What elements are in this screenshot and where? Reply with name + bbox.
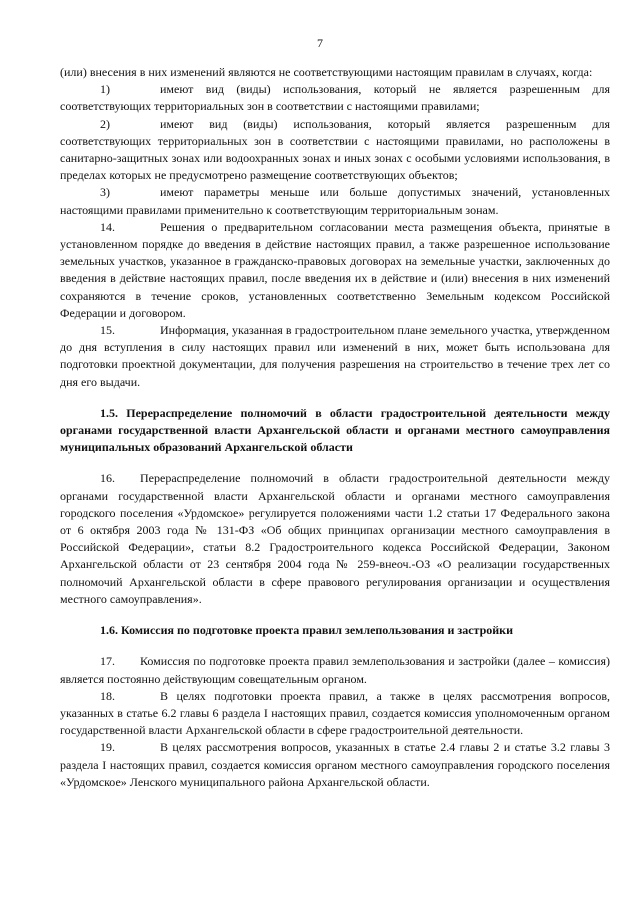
list-item [60,81,610,115]
intro-paragraph: (или) внесения в них изменений являются не соответствующими настоящим правилам в случаях, когда: [60,65,593,79]
paragraph-number: 19. [100,740,115,755]
paragraph-text: Решения о предварительном согласовании места размещения объекта, принятые в установленном порядке до введения в действие настоящих правил, а также разрешенное использование земельных участков, указанное в гражданско-правовых договорах на земельные участки, заключенных до введения в действие настоящих правил, после введения их в действие и (или) внесения в них изменений сохраняются в течение сроков, установленных соответственно Земельным кодексом Российской Федерации и договором. [60,219,610,320]
paragraph-number: 15. [100,323,115,338]
list-item [60,116,610,185]
numbered-paragraph [60,653,610,687]
numbered-paragraph [60,322,610,391]
paragraph-number: 18. [100,688,115,703]
paragraph-number: 17. [100,654,115,669]
page-content [60,64,610,791]
paragraph-text: В целях подготовки проекта правил, а также в целях рассмотрения вопросов, указанных в статье 6.2 главы 6 раздела I настоящих правил, создается комиссия уполномоченным органом государственной власти Архангельской области в сфере градостроительной деятельности. [60,688,610,738]
list-item-text: имеют вид (виды) использования, который является разрешенным для соответствующих территориальных зон в соответствии с настоящими правилами, но расположены в санитарно-защитных зонах или водоохранных зонах и иных зонах с особыми условиями использования, в пределах которых не предусмотрено размещение соответствующих объектов; [60,116,610,183]
list-item-number: 1) [100,82,110,97]
list-item-text: имеют вид (виды) использования, который не является разрешенным для соответствующих территориальных зон в соответствии с настоящими правилами; [60,82,610,114]
section-heading-1-5: 1.5. Перераспределение полномочий в области градостроительной деятельности между органами государственной власти Архангельской области и органами местного самоуправления муниципальных образований Архангельской области [60,405,610,455]
list-item-text: имеют параметры меньше или больше допустимых значений, установленных настоящими правилами применительно к соответствующим территориальным зонам. [60,185,610,217]
section-heading-1-6: 1.6. Комиссия по подготовке проекта правил землепользования и застройки [100,623,513,638]
list-item-number: 2) [100,116,110,131]
page-number: 7 [317,36,323,50]
paragraph-text: Перераспределение полномочий в области градостроительной деятельности между органами государственной власти Архангельской области и органами местного самоуправления городского поселения «Урдомское» регулируется положениями части 1.2 статьи 17 Федерального закона от 6 октября 2003 года № 131-ФЗ «Об общих принципах организации местного самоуправления в Российской Федерации», статьи 8.2 Градостроительного кодекса Российской Федерации, Законом Архангельской области от 23 сентября 2004 года № 259-внеоч.-ОЗ «О реализации государственных полномочий Архангельской области в сфере правового регулирования организации и осуществления местного самоуправления». [60,471,610,606]
list-item [60,184,610,218]
numbered-paragraph [60,688,610,740]
paragraph-number: 14. [100,219,115,234]
paragraph-text: Информация, указанная в градостроительном плане земельного участка, утвержденном до дня вступления в силу настоящих правил или изменений в них, может быть использована для подготовки проектной документации, для получения разрешения на строительство в течение трех лет со дня его выдачи. [60,323,610,389]
paragraph-text: В целях рассмотрения вопросов, указанных в статье 2.4 главы 2 и статье 3.2 главы 3 раздела I настоящих правил, создается комиссия органом местного самоуправления городского поселения «Урдомское» Ленского муниципального района Архангельской области. [60,740,610,789]
list-item-number: 3) [100,185,110,200]
numbered-paragraph [60,470,610,608]
numbered-paragraph [60,219,610,322]
paragraph-text: Комиссия по подготовке проекта правил землепользования и застройки (далее – комиссия) является постоянно действующим совещательным органом. [60,654,610,686]
numbered-paragraph [60,739,610,791]
paragraph-number: 16. [100,471,115,486]
